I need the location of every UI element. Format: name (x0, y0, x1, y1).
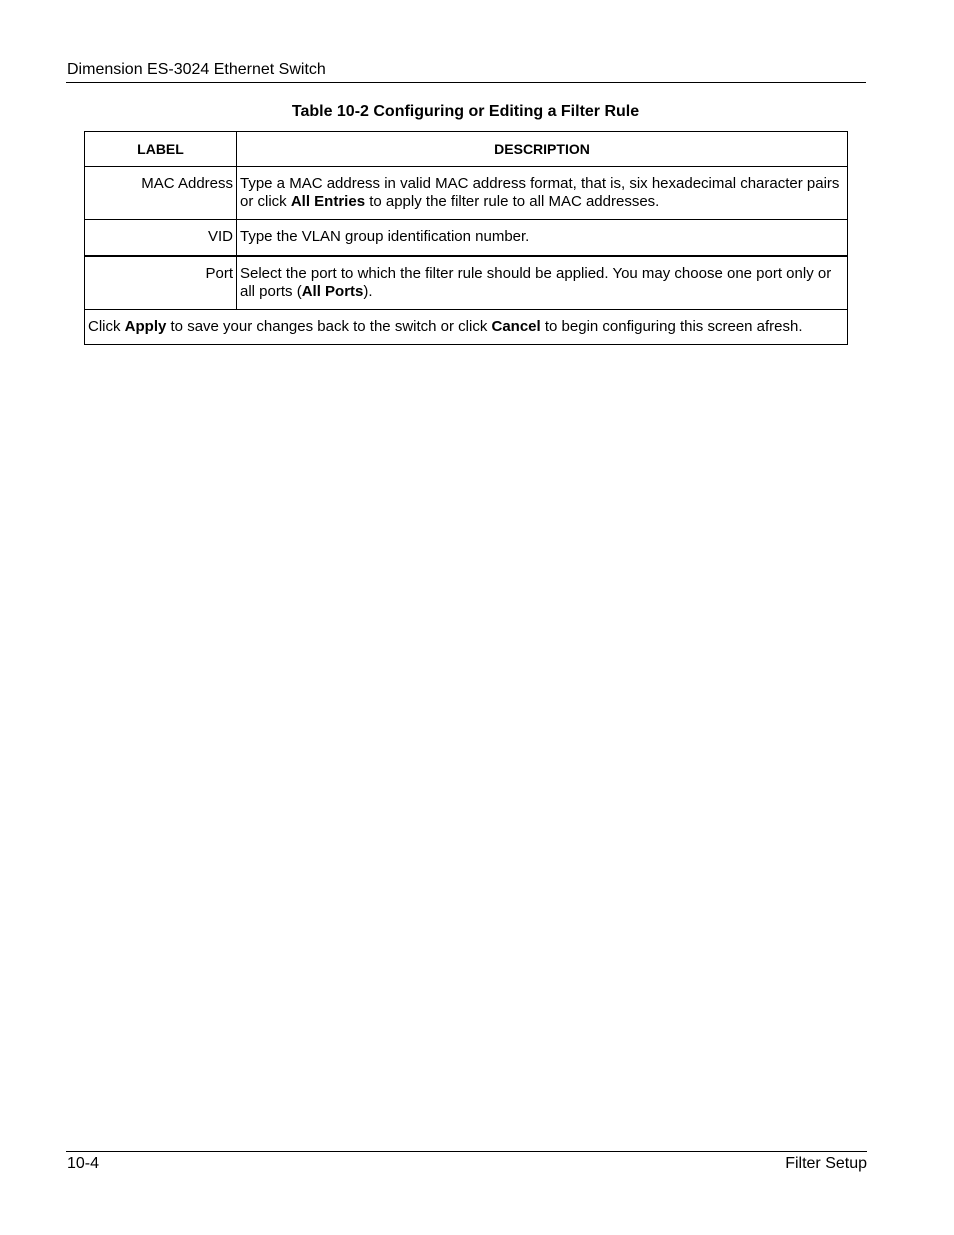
filter-rule-table (84, 131, 848, 345)
table-footer-row (85, 310, 848, 345)
footer-note-text: to save your changes back to the switch or click (166, 318, 492, 335)
table-row (85, 220, 848, 257)
description-bold-term: All Entries (290, 193, 366, 210)
table-header-row (85, 132, 848, 167)
description-text: Type a MAC address in valid MAC address format, that is, six hexadecimal character pairs or click (240, 175, 840, 210)
page-number: 10-4 (67, 1155, 100, 1172)
page-footer (66, 1151, 867, 1172)
table-row (85, 167, 848, 220)
footer-note-text: to begin configuring this screen afresh. (540, 318, 803, 335)
footer-note-text: Click (88, 318, 125, 335)
apply-term: Apply (124, 318, 167, 335)
description-text: to apply the filter rule to all MAC addresses. (365, 193, 660, 210)
row-description-mac-address (237, 167, 848, 220)
description-bold-term: All Ports (301, 283, 364, 300)
description-text: Type the VLAN group identification number. (240, 228, 530, 245)
row-label-vid: VID (85, 220, 237, 257)
column-header-description: DESCRIPTION (237, 132, 848, 167)
page-header (66, 60, 866, 83)
document-title: Dimension ES-3024 Ethernet Switch (67, 61, 326, 78)
table-row (85, 256, 848, 310)
row-description-port (237, 256, 848, 310)
description-text: Select the port to which the filter rule should be applied. You may choose one port only or all ports ( (240, 265, 832, 300)
row-description-vid (237, 220, 848, 257)
row-label-mac-address: MAC Address (85, 167, 237, 220)
table-footer-note (85, 310, 848, 345)
table-caption: Table 10-2 Configuring or Editing a Filter Rule (291, 103, 640, 120)
description-text: ). (363, 283, 373, 300)
section-title: Filter Setup (785, 1155, 867, 1172)
row-label-port: Port (85, 256, 237, 310)
cancel-term: Cancel (491, 318, 541, 335)
column-header-label: LABEL (85, 132, 237, 167)
